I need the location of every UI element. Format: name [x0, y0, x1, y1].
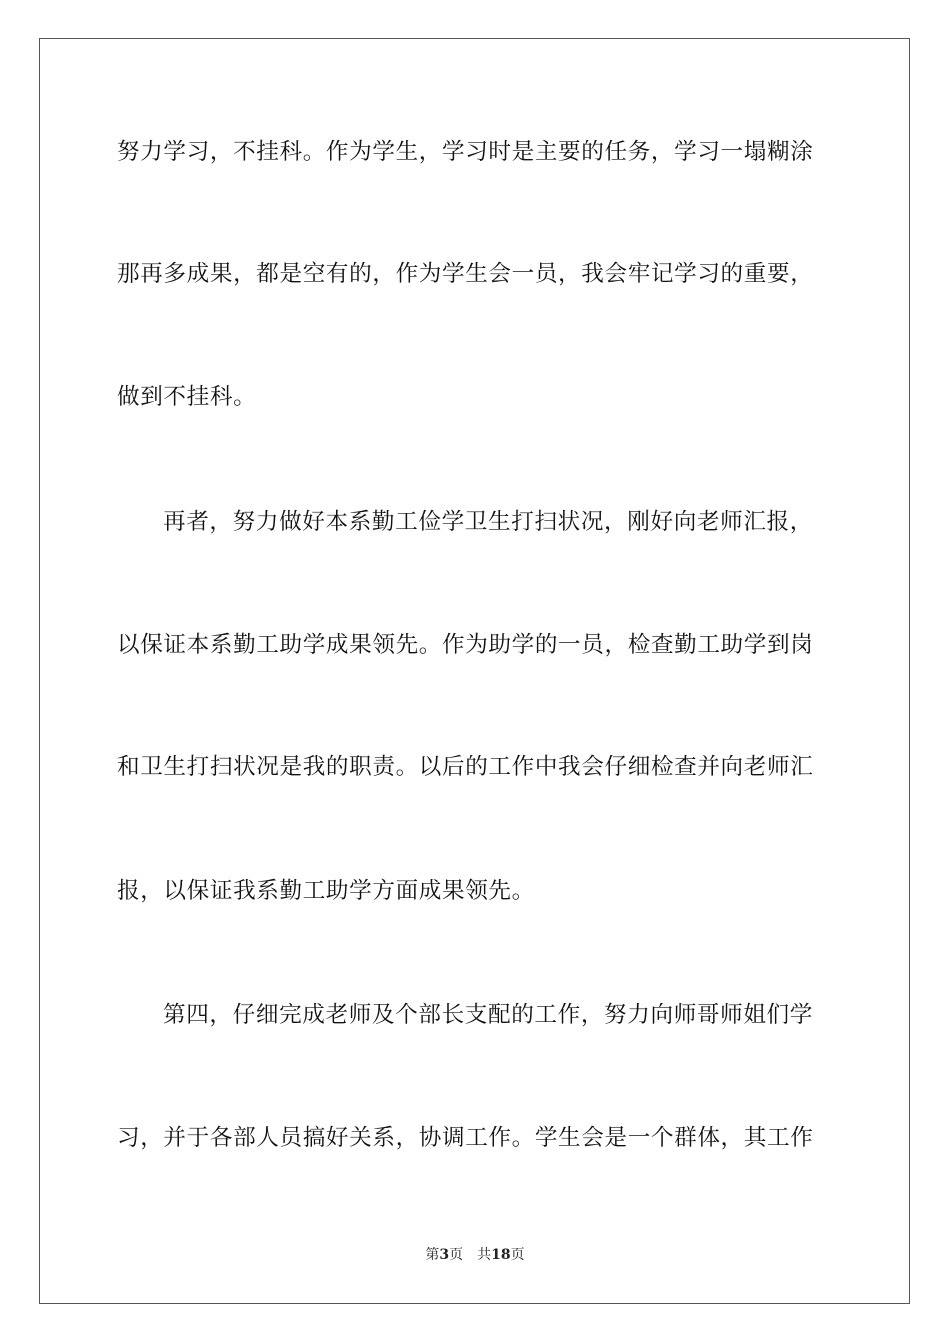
text-line: 努力学习，不挂科。作为学生，学习时是主要的任务，学习一塌糊涂: [117, 139, 814, 165]
total-prefix: 共: [477, 1247, 492, 1263]
paragraph-first-line: 再者，努力做好本系勤工俭学卫生打扫状况，刚好向老师汇报，: [163, 509, 813, 535]
text-line: 那再多成果，都是空有的，作为学生会一员，我会牢记学习的重要，: [117, 261, 814, 287]
page-number: 3: [439, 1247, 450, 1263]
text-line: 做到不挂科。: [117, 384, 257, 410]
text-line: 以保证本系勤工助学成果领先。作为助学的一员，检查勤工助学到岗: [117, 632, 814, 658]
text-line: 报，以保证我系勤工助学方面成果领先。: [117, 878, 535, 904]
page-suffix: 页: [449, 1247, 464, 1263]
page-footer: [0, 1245, 950, 1265]
paragraph-first-line: 第四，仔细完成老师及个部长支配的工作，努力向师哥师姐们学: [163, 1002, 813, 1028]
total-pages: 18: [491, 1247, 511, 1263]
text-line: 和卫生打扫状况是我的职责。以后的工作中我会仔细检查并向老师汇: [117, 754, 814, 780]
text-line: 习，并于各部人员搞好关系，协调工作。学生会是一个群体，其工作: [117, 1125, 814, 1151]
page-prefix: 第: [425, 1247, 440, 1263]
page-border: [39, 38, 910, 1304]
total-suffix: 页: [510, 1247, 525, 1263]
